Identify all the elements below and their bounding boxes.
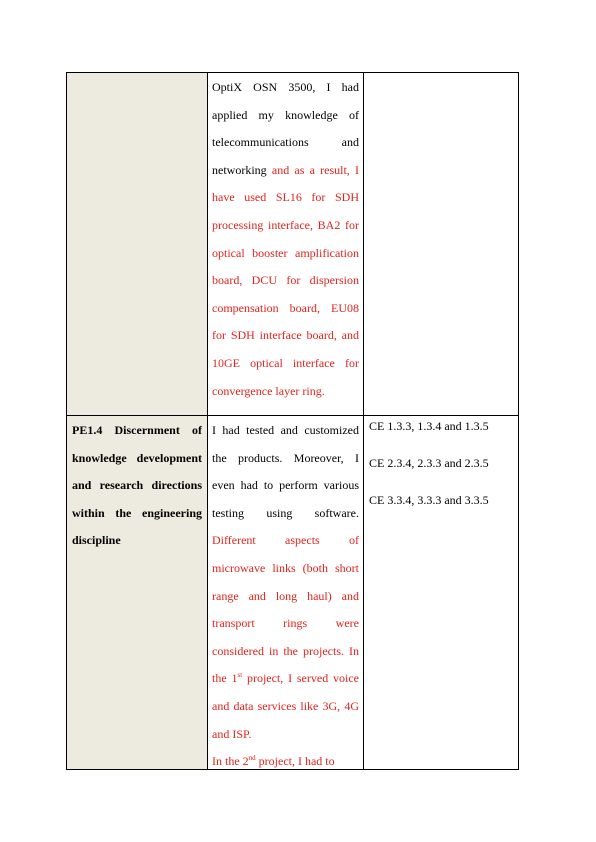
row-divider — [67, 415, 518, 416]
ce-ref-3: CE 3.3.4, 3.3.3 and 3.3.5 — [369, 493, 489, 507]
row1-text-black: OptiX OSN 3500, I had applied my knowledge of telecommunications and networking — [212, 80, 359, 177]
pe-heading: PE1.4 Discernment of knowledge development and research directions within the engineering discipline — [72, 423, 202, 548]
row2-text-black: I had tested and customized the products. Moreover, I even had to perform various testing using software. — [212, 423, 359, 520]
row2-ce-cell — [369, 417, 515, 528]
row1-text-red: and as a result, I have used SL16 for SDH processing interface, BA2 for optical booster amplification board, DCU for dispersion compensation board, EU08 for SDH interface board, and 10GE optical interface for convergence layer ring. — [212, 162, 359, 398]
ce-ref-2: CE 2.3.4, 2.3.3 and 2.3.5 — [369, 456, 489, 470]
competency-table — [66, 72, 519, 770]
row2-narrative-p2 — [212, 748, 359, 769]
superscript-st: st — [237, 671, 243, 680]
row2-narrative-cell — [212, 417, 359, 769]
row2-text-red-b: project, I served voice and data services like 3G, 4G and ISP. — [212, 671, 359, 741]
row2-heading-cell — [72, 417, 202, 555]
row2-p2-b: project, I had to — [255, 754, 335, 769]
row1-narrative — [212, 74, 359, 405]
row2-narrative-p1 — [212, 417, 359, 748]
row1-narrative-cell — [212, 74, 359, 414]
row2-p2-a: In the 2 — [212, 754, 249, 769]
ce-ref-1: CE 1.3.3, 1.3.4 and 1.3.5 — [369, 419, 489, 433]
row2-text-red-a: Different aspects of microwave links (both short range and long haul) and transport rings were considered in the projects. In the 1 — [212, 533, 359, 686]
superscript-nd: nd — [248, 754, 256, 763]
